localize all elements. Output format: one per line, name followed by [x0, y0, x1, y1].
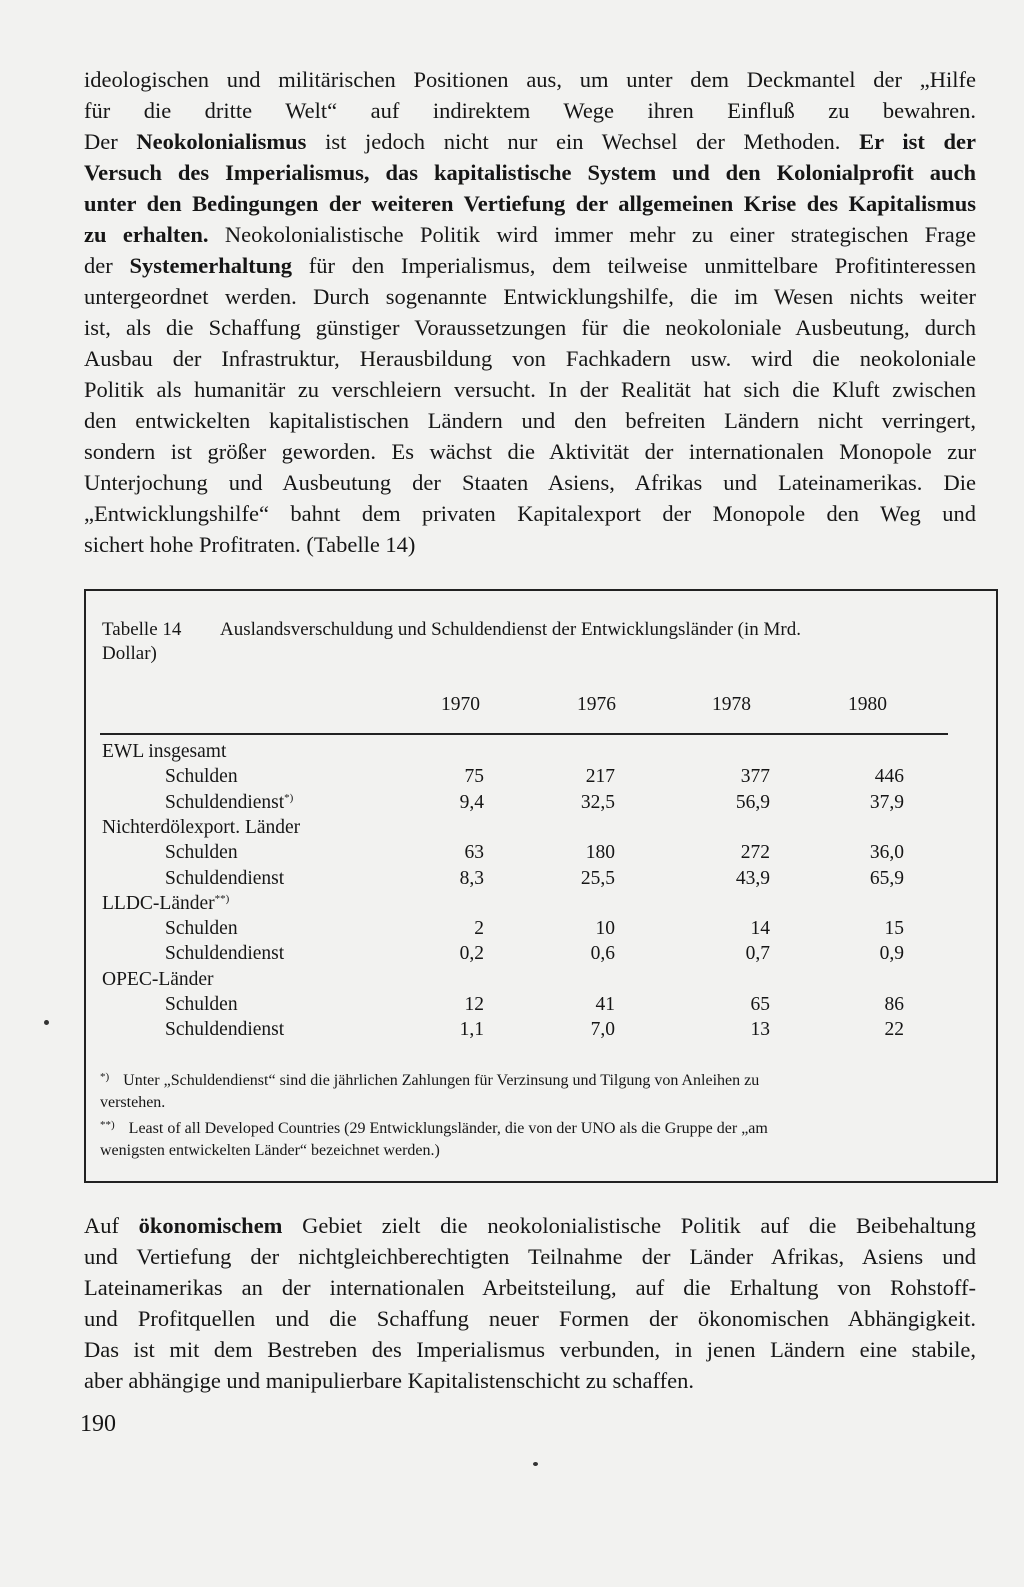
- table-row: [0, 943, 1024, 969]
- paragraph1-line: ist, als die Schaffung günstiger Voraussetzungen für die neokoloniale Ausbeutung, durch: [84, 315, 976, 340]
- table-cell: 86: [884, 994, 904, 1015]
- table-cell: 15: [884, 918, 904, 940]
- paragraph-neokolonialismus: [84, 64, 976, 560]
- table-title-line2: Dollar): [102, 643, 157, 664]
- year-header-1970: 1970: [441, 694, 480, 715]
- paragraph1-line: Der Neokolonialismus ist jedoch nicht nur ein Wechsel der Methoden. Er ist der: [84, 129, 976, 154]
- footnote-text: Least of all Developed Countries (29 Entwicklungsländer, die von der UNO als die Gruppe der „am: [128, 1120, 768, 1137]
- row-label: Schuldendienst*): [165, 791, 294, 813]
- table-cell: 7,0: [590, 1019, 615, 1041]
- table-cell: 13: [750, 1019, 770, 1041]
- table-cell: 377: [740, 766, 770, 788]
- paragraph1-line: „Entwicklungshilfe“ bahnt dem privaten Kapitalexport der Monopole den Weg und: [84, 501, 976, 526]
- table-cell: 12: [464, 994, 484, 1015]
- bold-term: Neokolonialismus: [136, 129, 307, 154]
- table-cell: 1,1: [459, 1019, 484, 1041]
- table-row: [0, 918, 1024, 944]
- paragraph1-line: sondern ist größer geworden. Es wächst die Aktivität der internationalen Monopole zur: [84, 439, 976, 464]
- table-cell: 75: [464, 766, 484, 788]
- table-group-row: [0, 741, 1024, 767]
- row-label: Schuldendienst: [165, 1019, 285, 1041]
- paragraph1-line: Unterjochung und Ausbeutung der Staaten Asiens, Afrikas und Lateinamerikas. Die: [84, 470, 976, 495]
- paragraph-oekonomisch: [84, 1210, 976, 1396]
- footnote-text: Unter „Schuldendienst“ sind die jährlichen Zahlungen für Verzinsung und Tilgung von Anleihen zu: [123, 1072, 760, 1089]
- table-cell: 32,5: [580, 791, 615, 813]
- table-cell: 41: [595, 994, 615, 1015]
- paragraph2-line: Das ist mit dem Bestreben des Imperialismus verbunden, in jenen Ländern eine stabile,: [84, 1337, 976, 1362]
- paragraph1-line: [84, 188, 976, 219]
- table-group-row: [0, 893, 1024, 919]
- paragraph1-line: [84, 157, 976, 188]
- row-label: Schulden: [165, 994, 238, 1015]
- table-cell: 8,3: [459, 867, 484, 889]
- footnote-mark: *): [100, 1071, 110, 1083]
- table-cell: 22: [884, 1019, 904, 1041]
- group-label: Nichterdölexport. Länder: [102, 816, 301, 838]
- table-cell: 272: [740, 842, 770, 864]
- group-label: OPEC-Länder: [102, 968, 214, 990]
- table-cell: 446: [874, 766, 904, 788]
- paragraph2-line: Auf ökonomischem Gebiet zielt die neokolonialistische Politik auf die Beibehaltung: [84, 1213, 976, 1238]
- paragraph2-line: Lateinamerikas an der internationalen Arbeitsteilung, auf die Erhaltung von Rohstoff-: [84, 1275, 976, 1300]
- row-label: Schuldendienst: [165, 943, 285, 965]
- table-cell: 180: [585, 842, 615, 864]
- table-row: [0, 868, 1024, 894]
- table-footnotes: [100, 1066, 960, 1162]
- footnote-mark: *): [284, 791, 294, 804]
- bold-term: Systemerhaltung: [129, 253, 292, 278]
- table-cell: 2: [474, 918, 484, 940]
- paragraph1-line: für die dritte Welt“ auf indirektem Wege ihren Einfluß zu bewahren.: [84, 98, 976, 123]
- table-row: [0, 1019, 1024, 1045]
- header-rule: [100, 733, 948, 735]
- footnote: [100, 1114, 960, 1162]
- table-group-row: [0, 969, 1024, 995]
- footnote-text: verstehen.: [100, 1094, 166, 1111]
- group-label: EWL insgesamt: [102, 741, 227, 762]
- table-cell: 37,9: [869, 791, 904, 813]
- row-label: Schuldendienst: [165, 867, 285, 889]
- table-cell: 25,5: [580, 867, 615, 889]
- table-cell: 65,9: [869, 867, 904, 889]
- paragraph1-line: Ausbau der Infrastruktur, Herausbildung von Fachkadern usw. wird die neokoloniale: [84, 346, 976, 371]
- paragraph2-line: und Vertiefung der nichtgleichberechtigten Teilnahme der Länder Afrikas, Asiens und: [84, 1244, 976, 1269]
- table-cell: 56,9: [735, 791, 770, 813]
- table-row: [0, 766, 1024, 792]
- paragraph1-line: der Systemerhaltung für den Imperialismus, dem teilweise unmittelbare Profitinteressen: [84, 253, 976, 278]
- bold-term: ökonomischem: [138, 1213, 283, 1238]
- footnote-text: wenigsten entwickelten Länder“ bezeichnet werden.): [100, 1142, 440, 1159]
- year-header-1980: 1980: [848, 694, 887, 715]
- scan-speck: [533, 1462, 538, 1466]
- table-cell: 63: [464, 842, 484, 864]
- table-cell: 9,4: [459, 791, 484, 813]
- paragraph1-line: ideologischen und militärischen Positionen aus, um unter dem Deckmantel der „Hilfe: [84, 67, 976, 92]
- footnote: [100, 1066, 960, 1114]
- table-group-row: [0, 817, 1024, 843]
- paragraph1-line: zu erhalten. Neokolonialistische Politik wird immer mehr zu einer strategischen Frage: [84, 222, 976, 247]
- table-row: [0, 792, 1024, 818]
- table-cell: 0,2: [459, 943, 484, 965]
- table-cell: 0,6: [590, 943, 615, 965]
- table-cell: 43,9: [735, 867, 770, 889]
- paragraph1-line: den entwickelten kapitalistischen Ländern und den befreiten Ländern nicht verringert,: [84, 408, 976, 433]
- paragraph1-line: sichert hohe Profitraten. (Tabelle 14): [84, 532, 416, 557]
- table-cell: 217: [585, 766, 615, 788]
- bold-term: unter den Bedingungen der weiteren Vertiefung der allgemeinen Krise des Kapitalismus: [84, 191, 976, 216]
- table-cell: 14: [750, 918, 770, 940]
- table-cell: 10: [595, 918, 615, 940]
- paragraph2-line: aber abhängige und manipulierbare Kapitalistenschicht zu schaffen.: [84, 1368, 694, 1393]
- table-row: [0, 994, 1024, 1020]
- bold-term: zu erhalten.: [84, 222, 209, 247]
- table-cell: 0,9: [879, 943, 904, 965]
- bold-term: Er ist der: [859, 129, 976, 154]
- table-cell: 65: [750, 994, 770, 1015]
- table-caption: [102, 618, 952, 666]
- paragraph2-line: und Profitquellen und die Schaffung neuer Formen der ökonomischen Abhängigkeit.: [84, 1306, 976, 1331]
- paragraph1-line: Politik als humanitär zu verschleiern versucht. In der Realität hat sich die Kluft zwischen: [84, 377, 976, 402]
- table-cell: 36,0: [869, 842, 904, 864]
- bold-term: Versuch des Imperialismus, das kapitalistische System und den Kolonialprofit auch: [84, 160, 976, 185]
- page-number: 190: [80, 1411, 116, 1437]
- footnote-mark: **): [214, 892, 230, 905]
- group-label: LLDC-Länder**): [102, 892, 230, 914]
- row-label: Schulden: [165, 842, 238, 864]
- table-row: [0, 842, 1024, 868]
- scan-speck: [44, 1020, 49, 1025]
- table-cell: 0,7: [745, 943, 770, 965]
- table-title-line1: Auslandsverschuldung und Schuldendienst der Entwicklungsländer (in Mrd.: [220, 619, 801, 640]
- row-label: Schulden: [165, 766, 238, 788]
- year-header-1976: 1976: [577, 694, 616, 715]
- paragraph1-line: untergeordnet werden. Durch sogenannte Entwicklungshilfe, die im Wesen nichts weiter: [84, 284, 976, 309]
- row-label: Schulden: [165, 918, 238, 940]
- year-header-1978: 1978: [712, 694, 751, 715]
- table-label: Tabelle 14: [102, 619, 182, 640]
- footnote-mark: **): [100, 1119, 115, 1131]
